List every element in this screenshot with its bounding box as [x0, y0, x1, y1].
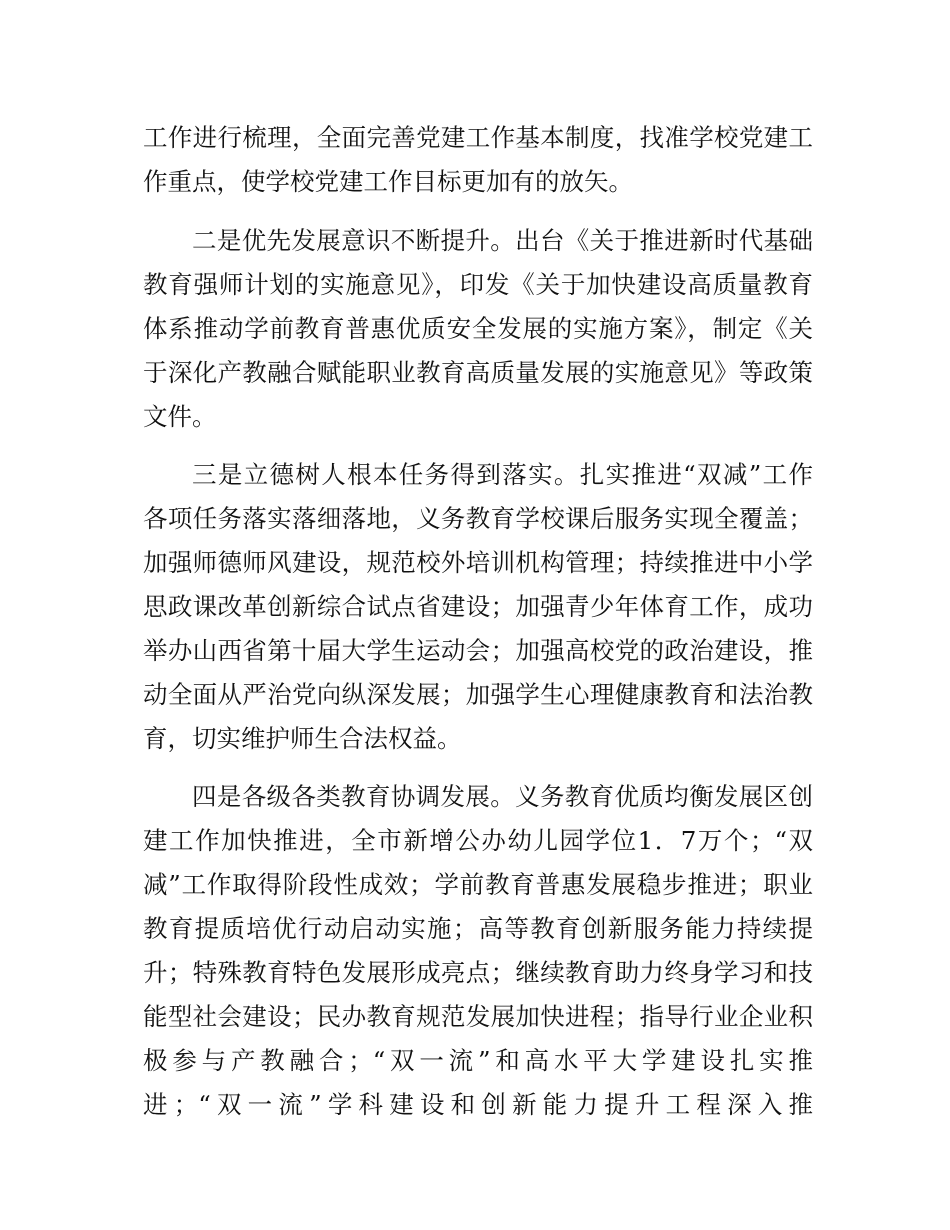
paragraph-first-line: 二是优先发展意识不断提升。出台《关于推进新时代基础: [192, 226, 813, 255]
text-line: 教育强师计划的实施意见》，印发《关于加快建设高质量教育: [143, 270, 813, 299]
text-line: 加强师德师风建设，规范校外培训机构管理；持续推进中小学: [143, 548, 813, 577]
paragraph-first-line: 三是立德树人根本任务得到落实。扎实推进“双减”工作: [192, 460, 813, 489]
text-line: 能型社会建设；民办教育规范发展加快进程；指导行业企业积: [143, 1002, 813, 1031]
text-line: 于深化产教融合赋能职业教育高质量发展的实施意见》等政策: [143, 358, 813, 387]
text-line: 思政课改革创新综合试点省建设；加强青少年体育工作，成功: [143, 592, 813, 621]
text-line: 极参与产教融合；“双一流”和高水平大学建设扎实推: [143, 1046, 813, 1075]
text-line: 文件。: [143, 402, 217, 431]
text-line: 育，切实维护师生合法权益。: [143, 724, 462, 753]
text-line: 作重点，使学校党建工作目标更加有的放矢。: [143, 167, 633, 196]
text-line: 减”工作取得阶段性成效；学前教育普惠发展稳步推进；职业: [143, 870, 813, 899]
text-line: 工作进行梳理，全面完善党建工作基本制度，找准学校党建工: [143, 123, 813, 152]
text-line: 教育提质培优行动启动实施；高等教育创新服务能力持续提: [143, 914, 813, 943]
paragraph-first-line: 四是各级各类教育协调发展。义务教育优质均衡发展区创: [192, 782, 813, 811]
text-line: 举办山西省第十届大学生运动会；加强高校党的政治建设，推: [143, 636, 813, 665]
text-line: 升；特殊教育特色发展形成亮点；继续教育助力终身学习和技: [143, 958, 813, 987]
text-line: 动全面从严治党向纵深发展；加强学生心理健康教育和法治教: [143, 680, 813, 709]
text-line: 体系推动学前教育普惠优质安全发展的实施方案》，制定《关: [143, 314, 813, 343]
text-line: 各项任务落实落细落地，义务教育学校课后服务实现全覆盖；: [143, 504, 813, 533]
text-line: 进；“双一流”学科建设和创新能力提升工程深入推: [143, 1090, 813, 1119]
text-line: 建工作加快推进，全市新增公办幼儿园学位1．7万个；“双: [143, 826, 813, 855]
